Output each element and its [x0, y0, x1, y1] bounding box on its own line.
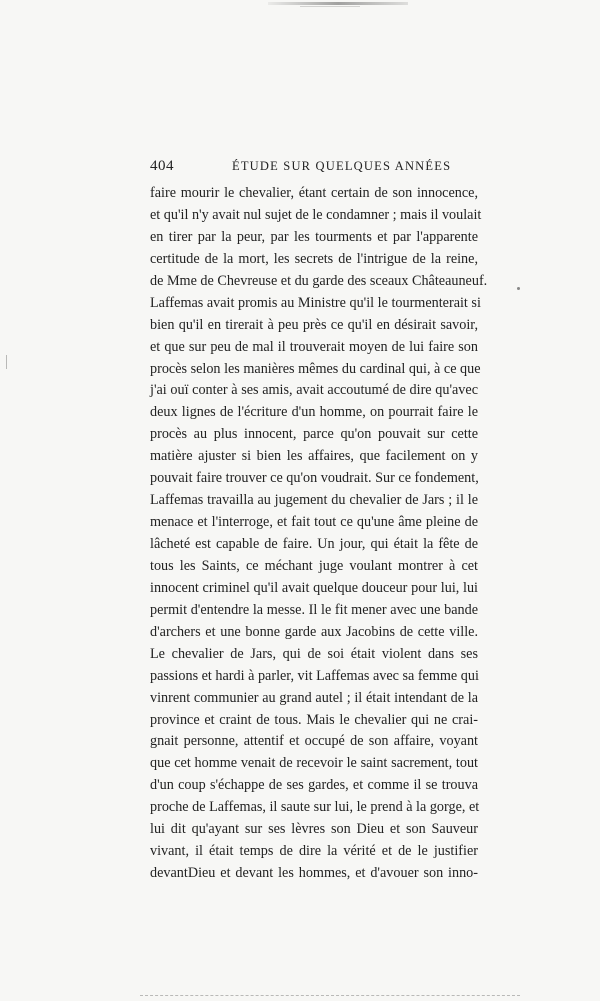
text-line: Le chevalier de Jars, qui de soi était violent dans ses: [150, 645, 478, 662]
text-line: menace et l'interroge, et fait tout ce qu'une âme pleine de: [150, 514, 478, 531]
scan-edge-top: [268, 2, 408, 5]
text-line: vivant, il était temps de dire la vérité et de le justifier: [150, 843, 478, 860]
text-line: devantDieu et devant les hommes, et d'avouer son inno-: [150, 865, 478, 882]
text-line: faire mourir le chevalier, étant certain de son innocence,: [150, 185, 478, 201]
text-line: pouvait faire trouver ce qu'on voudrait. Sur ce fondement,: [150, 470, 479, 487]
text-line: tous les Saints, ce méchant juge voulant montrer à cet: [150, 557, 478, 574]
text-line: d'un coup s'échappe de ses gardes, et comme il se trouva: [150, 777, 478, 794]
text-line: vinrent communier au grand autel ; il était intendant de la: [150, 689, 478, 706]
text-line: gnait personne, attentif et occupé de son affaire, voyant: [150, 733, 478, 750]
text-line: lâcheté est capable de faire. Un jour, qui était la fête de: [150, 536, 478, 552]
text-line: proche de Laffemas, il saute sur lui, le prend à la gorge, et: [150, 799, 480, 816]
text-line: permit d'entendre la messe. Il le fit mener avec une bande: [150, 601, 478, 618]
text-line: d'archers et une bonne garde aux Jacobins de cette ville.: [150, 623, 478, 640]
scan-edge-bottom: [140, 995, 520, 997]
text-line: province et craint de tous. Mais le chevalier qui ne crai-: [150, 711, 478, 728]
text-line: lui dit qu'ayant sur ses lèvres son Dieu et son Sauveur: [150, 821, 478, 838]
text-line: bien qu'il en tirerait à peu près ce qu'il en désirait savoir,: [150, 316, 478, 333]
text-line: deux lignes de l'écriture d'un homme, on pourrait faire le: [150, 404, 478, 421]
text-line: Laffemas travailla au jugement du chevalier de Jars ; il le: [150, 492, 478, 509]
text-line: certitude de la mort, les secrets de l'intrigue de la reine,: [150, 250, 478, 267]
text-line: procès selon les manières mêmes du cardinal qui, à ce que: [150, 360, 481, 377]
scan-edge-top-secondary: [300, 6, 360, 7]
text-line: matière ajuster si bien les affaires, que facilement on y: [150, 448, 478, 465]
body-text: [150, 183, 488, 885]
page-number: 404: [150, 158, 174, 174]
text-line: procès au plus innocent, parce qu'on pouvait sur cette: [150, 426, 478, 443]
text-line: en tirer par la peur, par les tourments et par l'apparente: [150, 228, 478, 245]
text-line: j'ai ouï conter à ses amis, avait accoutumé de dire qu'avec: [150, 382, 478, 399]
text-line: innocent criminel qu'il avait quelque douceur pour lui, lui: [150, 579, 478, 596]
running-title: ÉTUDE SUR QUELQUES ANNÉES: [232, 159, 452, 173]
margin-speck: [517, 287, 520, 290]
margin-speck: [6, 355, 7, 369]
page-header: [150, 158, 475, 178]
text-line: passions et hardi à parler, vit Laffemas avec sa femme qui: [150, 667, 479, 684]
text-line: Laffemas avait promis au Ministre qu'il le tourmenterait si: [150, 294, 481, 311]
text-line: et qu'il n'y avait nul sujet de le condamner ; mais il voulait: [150, 206, 482, 223]
text-line: que cet homme venait de recevoir le saint sacrement, tout: [150, 755, 478, 772]
text-line: et que sur peu de mal il trouverait moyen de lui faire son: [150, 338, 478, 355]
text-line: de Mme de Chevreuse et du garde des sceaux Châteauneuf.: [150, 272, 488, 289]
